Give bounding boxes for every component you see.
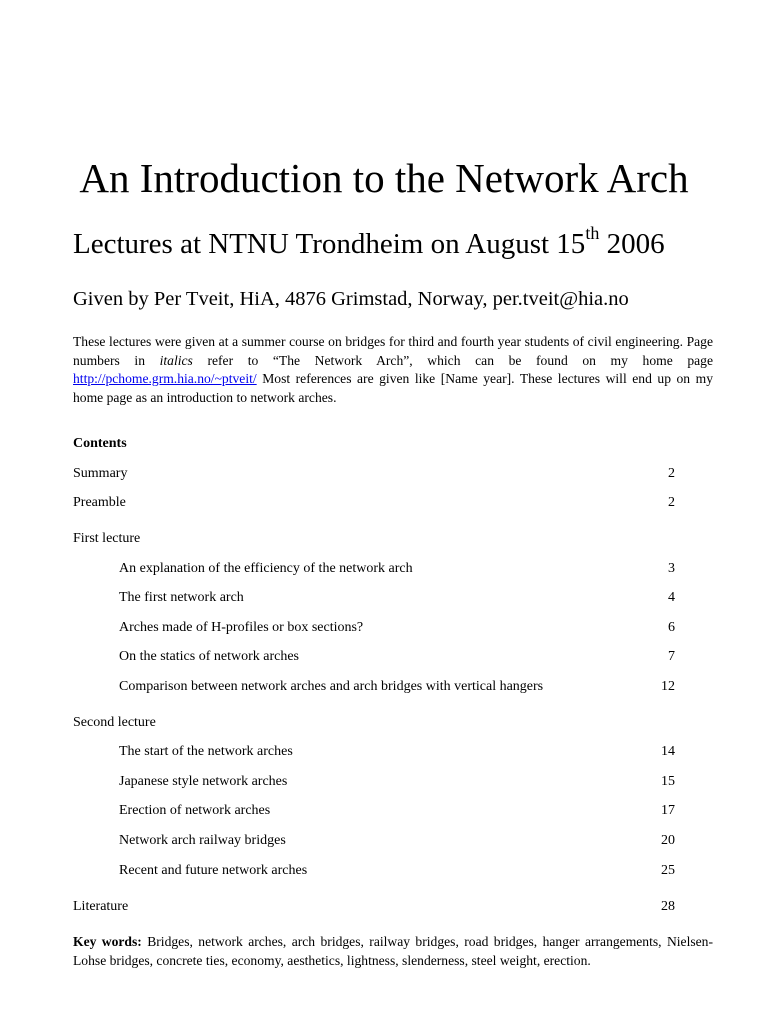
toc-row-japanese xyxy=(73,772,675,792)
toc-page-number: 4 xyxy=(668,590,675,605)
toc-label: Arches made of H-profiles or box sections? xyxy=(119,620,364,635)
contents-heading: Contents xyxy=(73,436,127,451)
document-subtitle xyxy=(73,224,665,264)
toc-label: Recent and future network arches xyxy=(119,863,308,878)
toc-label: Comparison between network arches and arch bridges with vertical hangers xyxy=(119,679,544,694)
toc-page-number: 3 xyxy=(668,561,675,576)
toc-label: An explanation of the efficiency of the network arch xyxy=(119,561,413,576)
toc-label: On the statics of network arches xyxy=(119,649,299,664)
subtitle-text: Lectures at NTNU Trondheim on August 15 xyxy=(73,228,586,260)
intro-paragraph xyxy=(73,333,713,407)
toc-label: Japanese style network arches xyxy=(119,774,288,789)
toc-row-start xyxy=(73,742,675,762)
toc-page-number: 20 xyxy=(661,833,675,848)
home-page-link[interactable]: http://pchome.grm.hia.no/~ptveit/ xyxy=(73,371,257,386)
toc-row-preamble xyxy=(73,493,675,513)
toc-label: Erection of network arches xyxy=(119,803,271,818)
toc-label: The first network arch xyxy=(119,590,244,605)
intro-text-2: refer to “The Network Arch”, which can be found on my home page xyxy=(192,352,713,368)
toc-page-number: 12 xyxy=(661,679,675,694)
toc-page-number: 2 xyxy=(668,495,675,510)
toc-section-second-lecture xyxy=(73,713,675,733)
keywords-text: Bridges, network arches, arch bridges, railway bridges, road bridges, hanger arrangements, Nielsen-Lohse bridges, concrete ties, economy, aesthetics, lightness, slenderness, steel weight, erection. xyxy=(73,934,714,968)
subtitle-superscript: th xyxy=(585,223,600,244)
toc-row-efficiency xyxy=(73,559,675,579)
toc-page-number: 15 xyxy=(661,774,675,789)
toc-section-label: Second lecture xyxy=(73,715,156,730)
toc-label: Summary xyxy=(73,466,128,481)
author-line: Given by Per Tveit, HiA, 4876 Grimstad, Norway, per.tveit@hia.no xyxy=(73,288,629,310)
toc-label: Literature xyxy=(73,899,129,914)
toc-page-number: 7 xyxy=(668,649,675,664)
subtitle-year: 2006 xyxy=(599,228,665,260)
toc-section-first-lecture xyxy=(73,529,675,549)
toc-label: Preamble xyxy=(73,495,126,510)
toc-page-number: 28 xyxy=(661,899,675,914)
toc-row-statics xyxy=(73,647,675,667)
toc-label: The start of the network arches xyxy=(119,744,293,759)
toc-section-label: First lecture xyxy=(73,531,141,546)
toc-page-number: 14 xyxy=(661,744,675,759)
toc-page-number: 2 xyxy=(668,466,675,481)
toc-row-comparison xyxy=(73,677,675,697)
toc-row-first-network-arch xyxy=(73,588,675,608)
toc-row-h-profiles xyxy=(73,618,675,638)
toc-row-erection xyxy=(73,801,675,821)
toc-row-recent-future xyxy=(73,861,675,881)
keywords-label: Key words: xyxy=(73,934,142,949)
intro-text-3: Most references are given like [Name year]. These lectures will end up on my home page as an introduction to network arches. xyxy=(73,371,713,405)
intro-italics-word: italics xyxy=(159,352,193,368)
toc-row-literature xyxy=(73,897,675,917)
intro-text-1: These lectures were given at a summer course on bridges for third and fourth year students of civil engineering. Page numbers in xyxy=(73,334,713,368)
toc-page-number: 6 xyxy=(668,620,675,635)
toc-label: Network arch railway bridges xyxy=(119,833,286,848)
keywords-paragraph xyxy=(73,933,713,970)
document-title: An Introduction to the Network Arch xyxy=(79,155,689,201)
toc-page-number: 17 xyxy=(661,803,675,818)
toc-row-railway xyxy=(73,831,675,851)
toc-page-number: 25 xyxy=(661,863,675,878)
toc-row-summary xyxy=(73,464,675,484)
